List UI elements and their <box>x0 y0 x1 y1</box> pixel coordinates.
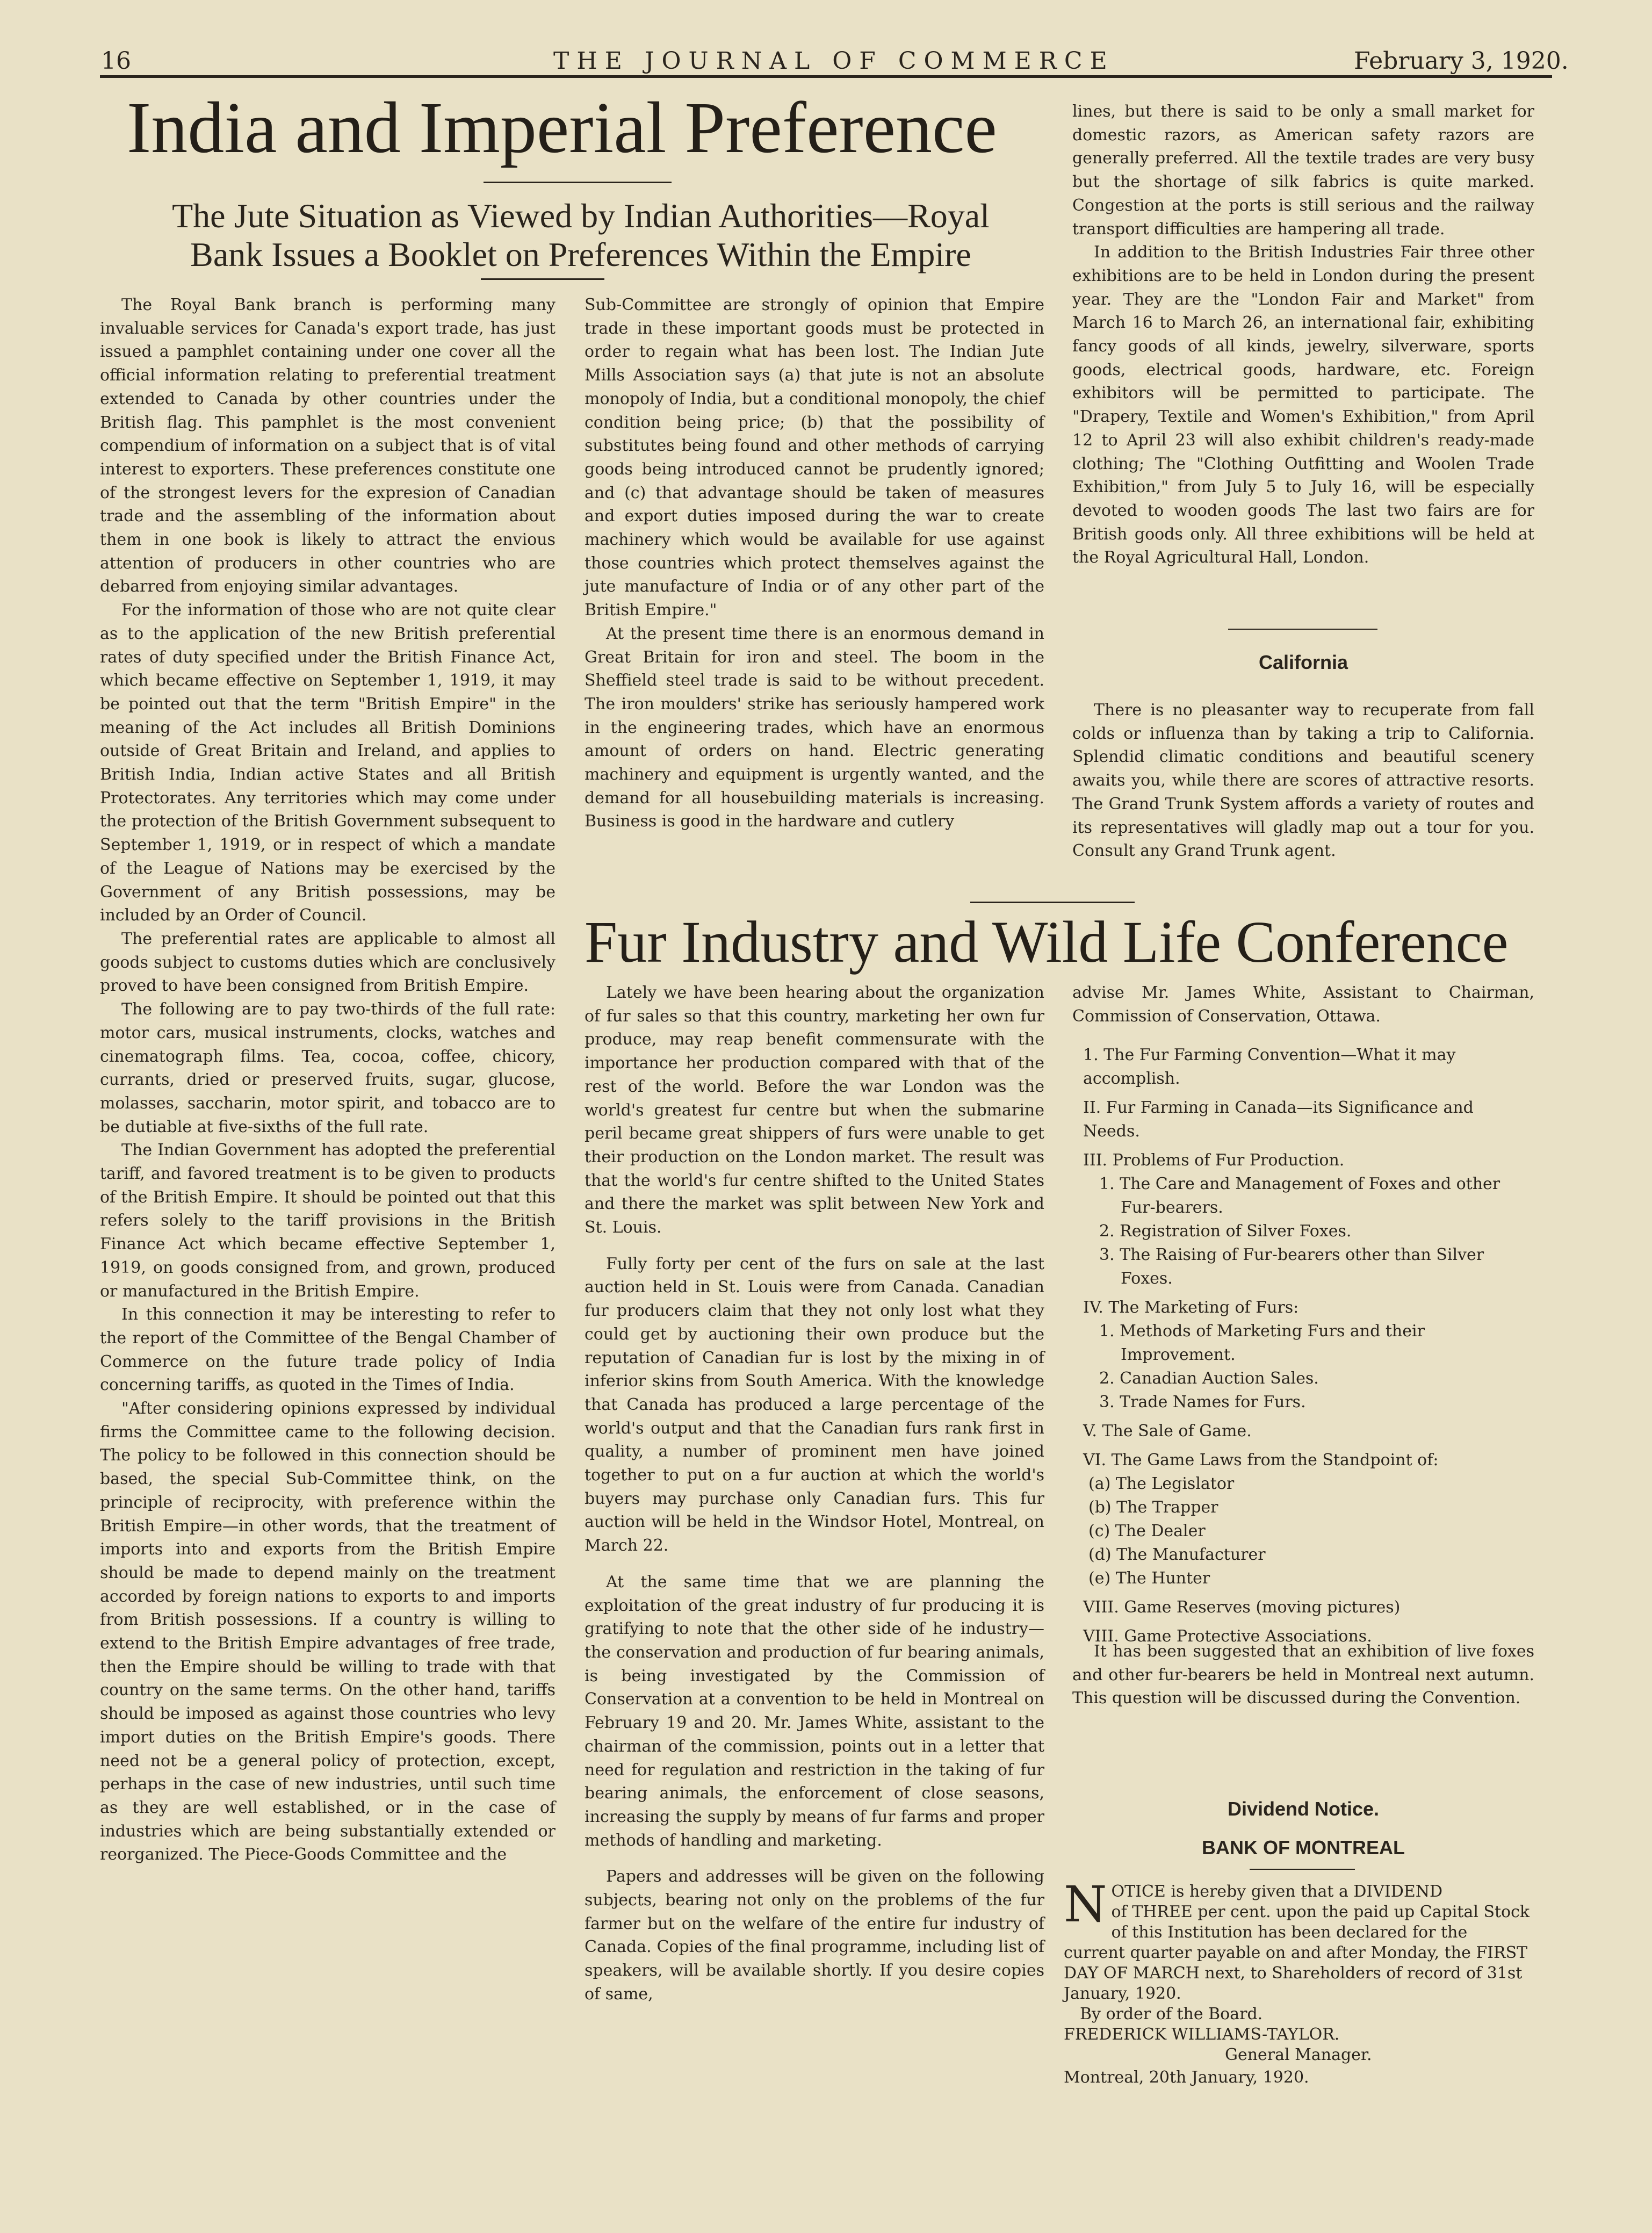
paragraph: In this connection it may be interesting to refer to the report of the Committee of the Bengal Chamber of Commerce on the future trade policy of India concerning tariffs, as quoted in the Times of India. <box>100 1305 556 1395</box>
notice-rule <box>1250 1869 1355 1870</box>
section-rule <box>970 902 1135 903</box>
article2-column-1 <box>585 981 1044 2006</box>
by-order: By order of the Board. <box>1080 2005 1263 2023</box>
program-subitem: 1. The Care and Management of Foxes and other Fur-bearers. <box>1099 1175 1500 1217</box>
program-item: II. Fur Farming in Canada—its Significance and Needs. <box>1083 1098 1474 1141</box>
program-subitem: (d) The Manufacturer <box>1088 1545 1266 1564</box>
paragraph: Lately we have been hearing about the organization of fur sales so that this country, marketing her own fur produce, may reap benefit commensurate with the importance her production compared with that of the rest of the world. Before the war London was the world's greatest fur centre but when the submarine peril became great shippers of furs were unable to get their production on the London market. The result was that the world's fur centre shifted to the United States and there the market was split between New York and St. Louis. <box>585 983 1044 1237</box>
program-item: VIII. Game Reserves (moving pictures) <box>1083 1598 1401 1617</box>
paragraph: At the same time that we are planning the exploitation of the great industry of fur producing it is gratifying to note that the other side of he industry—the conservation and production of fur bearing animals, is being investigated by the Commission of Conservation at a convention to be held in Montreal on February 19 and 20. Mr. James White, assistant to the chairman of the commission, points out in a letter that need for regulation and restriction in the taking of fur bearing animals, the enforcement of close seasons, increasing the supply by means of fur farms and proper methods of handling and marketing. <box>585 1572 1044 1850</box>
signatory: FREDERICK WILLIAMS-TAYLOR. <box>1064 2025 1340 2044</box>
subtitle-line-1: The Jute Situation as Viewed by Indian Authorities—Royal <box>172 197 990 235</box>
journal-name: THE JOURNAL OF COMMERCE <box>553 47 1115 75</box>
paragraph: Fully forty per cent of the furs on sale at the last auction held in St. Louis were from Canada. Canadian fur producers claim that they not only lost what they could get by auctioning their own produce but the reputation of Canadian fur is lost by the mixing in of inferior skins from South America. With the knowledge that Canada has produced a large percentage of the world's output and that the Canadian furs rank first in quality, a number of prominent men have joined together to put on a fur auction at which the world's buyers may purchase only Canadian furs. This fur auction will be held in the Windsor Hotel, Montreal, on March 22. <box>585 1254 1044 1555</box>
paragraph: The following are to pay two-thirds of the full rate: motor cars, musical instruments, clocks, watches and cinematograph films. Tea, cocoa, coffee, chicory, currants, dried or preserved fruits, sugar, glucose, molasses, saccharin, motor spirit, and tobacco are to be dutiable at five-sixths of the full rate. <box>100 1000 556 1136</box>
paragraph: Sub-Committee are strongly of opinion that Empire trade in these important goods must be protected in order to regain what has been lost. The Indian Jute Mills Association says (a) that jute is not an absolute monopoly of India, but a conditional monopoly, the chief condition being price; (b) that the possibility of substitutes being found and other methods of carrying goods being introduced cannot be prudently ignored; and (c) that advantage should be taken of measures and export duties imposed during the war to create machinery which would be available for use against those countries which protect themselves against the jute manufacture of India or of any other part of the British Empire." <box>585 296 1044 620</box>
california-heading: California <box>1258 651 1348 673</box>
subtitle-line-2: Bank Issues a Booklet on Preferences Within the Empire <box>190 235 971 273</box>
page-number: 16 <box>101 47 131 75</box>
issue-date: February 3, 1920. <box>1354 47 1569 75</box>
section-rule <box>1228 629 1377 630</box>
program-subitem: 3. Trade Names for Furs. <box>1099 1393 1306 1411</box>
program-subitem: 3. The Raising of Fur-bearers other than Silver Foxes. <box>1099 1245 1484 1288</box>
dividend-heading: Dividend Notice. <box>1227 1798 1380 1820</box>
program-item: VI. The Game Laws from the Standpoint of: <box>1083 1451 1439 1470</box>
program-subitem: 2. Registration of Silver Foxes. <box>1099 1222 1352 1241</box>
bank-name: BANK OF MONTREAL <box>1202 1836 1405 1859</box>
notice-date: Montreal, 20th January, 1920. <box>1064 2068 1309 2087</box>
program-subitem: 1. Methods of Marketing Furs and their Improvement. <box>1099 1322 1425 1364</box>
paragraph: The Indian Government has adopted the preferential tariff, and favored treatment is to be given to products of the British Empire. It should be pointed out that this refers solely to the tariff provisions in the British Finance Act which became effective September 1, 1919, on goods consigned from, and grown, produced or manufactured in the British Empire. <box>100 1141 556 1301</box>
title-rule <box>484 182 672 183</box>
article2-title: Fur Industry and Wild Life Conference <box>585 909 1509 975</box>
paragraph: For the information of those who are not quite clear as to the application of the new British preferential rates of duty specified under the British Finance Act, which became effective on September 1, 1919, it may be pointed out that the term "British Empire" in the meaning of the Act includes all British Dominions outside of Great Britain and Ireland, and applies to British India, Indian active States and all British Protectorates. Any territories which may come under the protection of the British Government subsequent to September 1, 1919, or in respect of which a mandate of the League of Nations may be exercised by the Government of any British possessions, may be included by an Order of Council. <box>100 601 556 925</box>
program-list <box>1072 1038 1534 1648</box>
program-item: 1. The Fur Farming Convention—What it may accomplish. <box>1083 1046 1456 1088</box>
subtitle-rule <box>481 278 604 280</box>
article1-column-3 <box>1072 100 1534 570</box>
drop-cap: N <box>1064 1876 1107 1933</box>
article1-title: India and Imperial Preference <box>127 88 997 168</box>
paragraph: lines, but there is said to be only a small market for domestic razors, as American safety razors are generally preferred. All the textile trades are very busy but the shortage of silk fabrics is quite marked. Congestion at the ports is still serious and the railway transport difficulties are hampering all trade. <box>1072 102 1534 239</box>
article2-column-2 <box>1072 981 1534 1028</box>
program-subitem: 2. Canadian Auction Sales. <box>1099 1369 1319 1388</box>
article2-closing <box>1072 1640 1534 1710</box>
program-subitem: (c) The Dealer <box>1088 1522 1206 1540</box>
article1-subtitle <box>100 197 1062 274</box>
notice-line: OTICE is hereby given that a DIVIDEND <box>1111 1882 1443 1901</box>
program-subitem: (b) The Trapper <box>1088 1498 1218 1517</box>
paragraph: Papers and addresses will be given on the following subjects, bearing not only on the problems of the fur farmer but on the welfare of the entire fur industry of Canada. Copies of the final programme, including list of speakers, will be available shortly. If you desire copies of same, <box>585 1867 1044 2004</box>
notice-line: of THREE per cent. upon the paid up Capital Stock of this Institution has been declared for the current quarter payable on and after Monday, the FIRST DAY OF MARCH next, to Shareholders of record of 31st January, 1920. <box>1064 1903 1530 2003</box>
paragraph: "After considering opinions expressed by individual firms the Committee came to the following decision. The policy to be followed in this connection should be based, the special Sub-Committee think, on the principle of reciprocity, with preference within the British Empire—in other words, that the treatment of imports into and exports from the British Empire should be made to depend mainly on the treatment accorded by foreign nations to exports to and imports from British possessions. If a country is willing to extend to the British Empire advantages of free trade, then the Empire should be willing to trade with that country on the same terms. On the other hand, tariffs should be imposed as against those countries who levy import duties on the British Empire's goods. There need not be a general policy of protection, except, perhaps in the case of new industries, until such time as they are well established, or in the case of industries which are being substantially extended or reorganized. The Piece-Goods Committee and the <box>100 1399 556 1864</box>
program-subitem: (a) The Legislator <box>1088 1474 1235 1493</box>
program-item: V. The Sale of Game. <box>1083 1422 1252 1440</box>
paragraph: The Royal Bank branch is performing many invaluable services for Canada's export trade, has just issued a pamphlet containing under one cover all the official information relating to preferential treatment extended to Canada by other countries under the British flag. This pamphlet is the most convenient compendium of information on a subject that is of vital interest to exporters. These preferences constitute one of the strongest levers for the expresion of Canadian trade and the assembling of the information about them in one book is likely to attract the envious attention of producers in other countries who are debarred from enjoying similar advantages. <box>100 296 556 596</box>
paragraph: advise Mr. James White, Assistant to Chairman, Commission of Conservation, Ottawa. <box>1072 983 1534 1026</box>
paragraph: There is no pleasanter way to recuperate from fall colds or influenza than by taking a trip to California. Splendid climatic conditions and beautiful scenery awaits you, while there are scores of attractive resorts. The Grand Trunk System affords a variety of routes and its representatives will gladly map out a tour for you. Consult any Grand Trunk agent. <box>1072 701 1534 861</box>
article1-column-2 <box>585 293 1044 833</box>
dividend-notice-body <box>1064 1876 1531 2088</box>
program-subitem: (e) The Hunter <box>1088 1569 1210 1588</box>
california-body <box>1072 698 1534 863</box>
signatory-role: General Manager. <box>1225 2045 1372 2064</box>
program-item: III. Problems of Fur Production. <box>1083 1151 1345 1170</box>
paragraph: The preferential rates are applicable to almost all goods subject to customs duties which are conclusively proved to have been consigned from British Empire. <box>100 929 556 996</box>
paragraph: In addition to the British Industries Fair three other exhibitions are to be held in London during the present year. They are the "London Fair and Market" from March 16 to March 26, an international fair, exhibiting fancy goods of all kinds, jewelry, silverware, sports goods, electrical goods, hardware, etc. Foreign exhibitors will be permitted to participate. The "Drapery, Textile and Women's Exhibition," from April 12 to April 23 will also exhibit children's ready-made clothing; The "Clothing Outfitting and Woolen Trade Exhibition," from July 5 to July 16, will be especially devoted to wooden goods The last two fairs are for British goods only. All three exhibitions will be held at the Royal Agricultural Hall, London. <box>1072 243 1534 567</box>
program-item: IV. The Marketing of Furs: <box>1083 1298 1299 1317</box>
paragraph: At the present time there is an enormous demand in Great Britain for iron and steel. The boom in the Sheffield steel trade is said to be without precedent. The iron moulders' strike has seriously hampered work in the engineering trades, which have an enormous amount of orders on hand. Electric generating machinery and equipment is urgently wanted, and the demand for all housebuilding materials is increasing. Business is good in the hardware and cutlery <box>585 624 1044 831</box>
paragraph: It has been suggested that an exhibition of live foxes and other fur-bearers be held in Montreal next autumn. This question will be discussed during the Convention. <box>1072 1642 1534 1708</box>
program-item: VIII. Game Protective Associations. <box>1083 1627 1372 1646</box>
article1-column-1 <box>100 293 556 1867</box>
header-rule <box>100 75 1552 78</box>
